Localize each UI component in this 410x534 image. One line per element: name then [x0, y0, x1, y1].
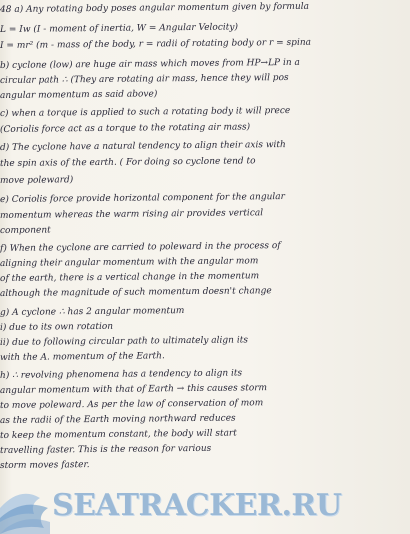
note-line: h) ∴ revolving phenomena has a tendency to align its [0, 368, 243, 381]
note-line: e) Coriolis force provide horizontal component for the angular [0, 192, 285, 205]
note-line: of the earth, there is a vertical change in the momentum [0, 271, 260, 284]
note-line: to keep the momentum constant, the body will start [0, 428, 237, 441]
note-line: although the magnitude of such momentum doesn't change [0, 286, 272, 299]
watermark-text: SEATRACKER.RU [52, 488, 342, 523]
note-line: (Coriolis force act as a torque to the rotating air mass) [0, 122, 251, 135]
note-line: ii) due to following circular path to ultimately align its [0, 335, 248, 348]
note-line: f) When the cyclone are carried to poleward in the process of [0, 241, 281, 254]
note-line: component [0, 225, 51, 236]
note-line: travelling faster. This is the reason for various [0, 443, 212, 456]
note-line: circular path ∴ (They are rotating air mass, hence they will pos [0, 72, 289, 86]
note-line: g) A cyclone ∴ has 2 angular momentum [0, 306, 185, 318]
note-line: d) The cyclone have a natural tendency to align their axis with [0, 140, 286, 153]
note-line: move poleward) [0, 175, 74, 186]
note-line: to move poleward. As per the law of conservation of mom [0, 398, 264, 411]
note-line: the spin axis of the earth. ( For doing so cyclone tend to [0, 156, 256, 169]
note-line: angular momentum as said above) [0, 89, 158, 101]
note-line: momentum whereas the warm rising air provides vertical [0, 208, 264, 221]
note-line: L = Iw (I - moment of inertia, W = Angular Velocity) [0, 22, 239, 35]
note-line: c) when a torque is applied to such a rotating body it will prece [0, 105, 291, 119]
note-line: with the A. momentum of the Earth. [0, 351, 165, 363]
note-line: I = mr² (m - mass of the body, r = radii of rotating body or r = spina [0, 37, 312, 51]
note-line: as the radii of the Earth moving northward reduces [0, 413, 236, 426]
note-line: storm moves faster. [0, 460, 90, 471]
note-line: angular momentum with that of Earth → this causes storm [0, 383, 268, 396]
note-line: aligning their angular momentum with the angular mom [0, 256, 259, 269]
note-line: b) cyclone (low) are huge air mass which moves from HP→LP in a [0, 57, 300, 71]
note-line: i) due to its own rotation [0, 321, 114, 333]
note-line: 48 a) Any rotating body poses angular momentum given by formula [0, 1, 310, 15]
